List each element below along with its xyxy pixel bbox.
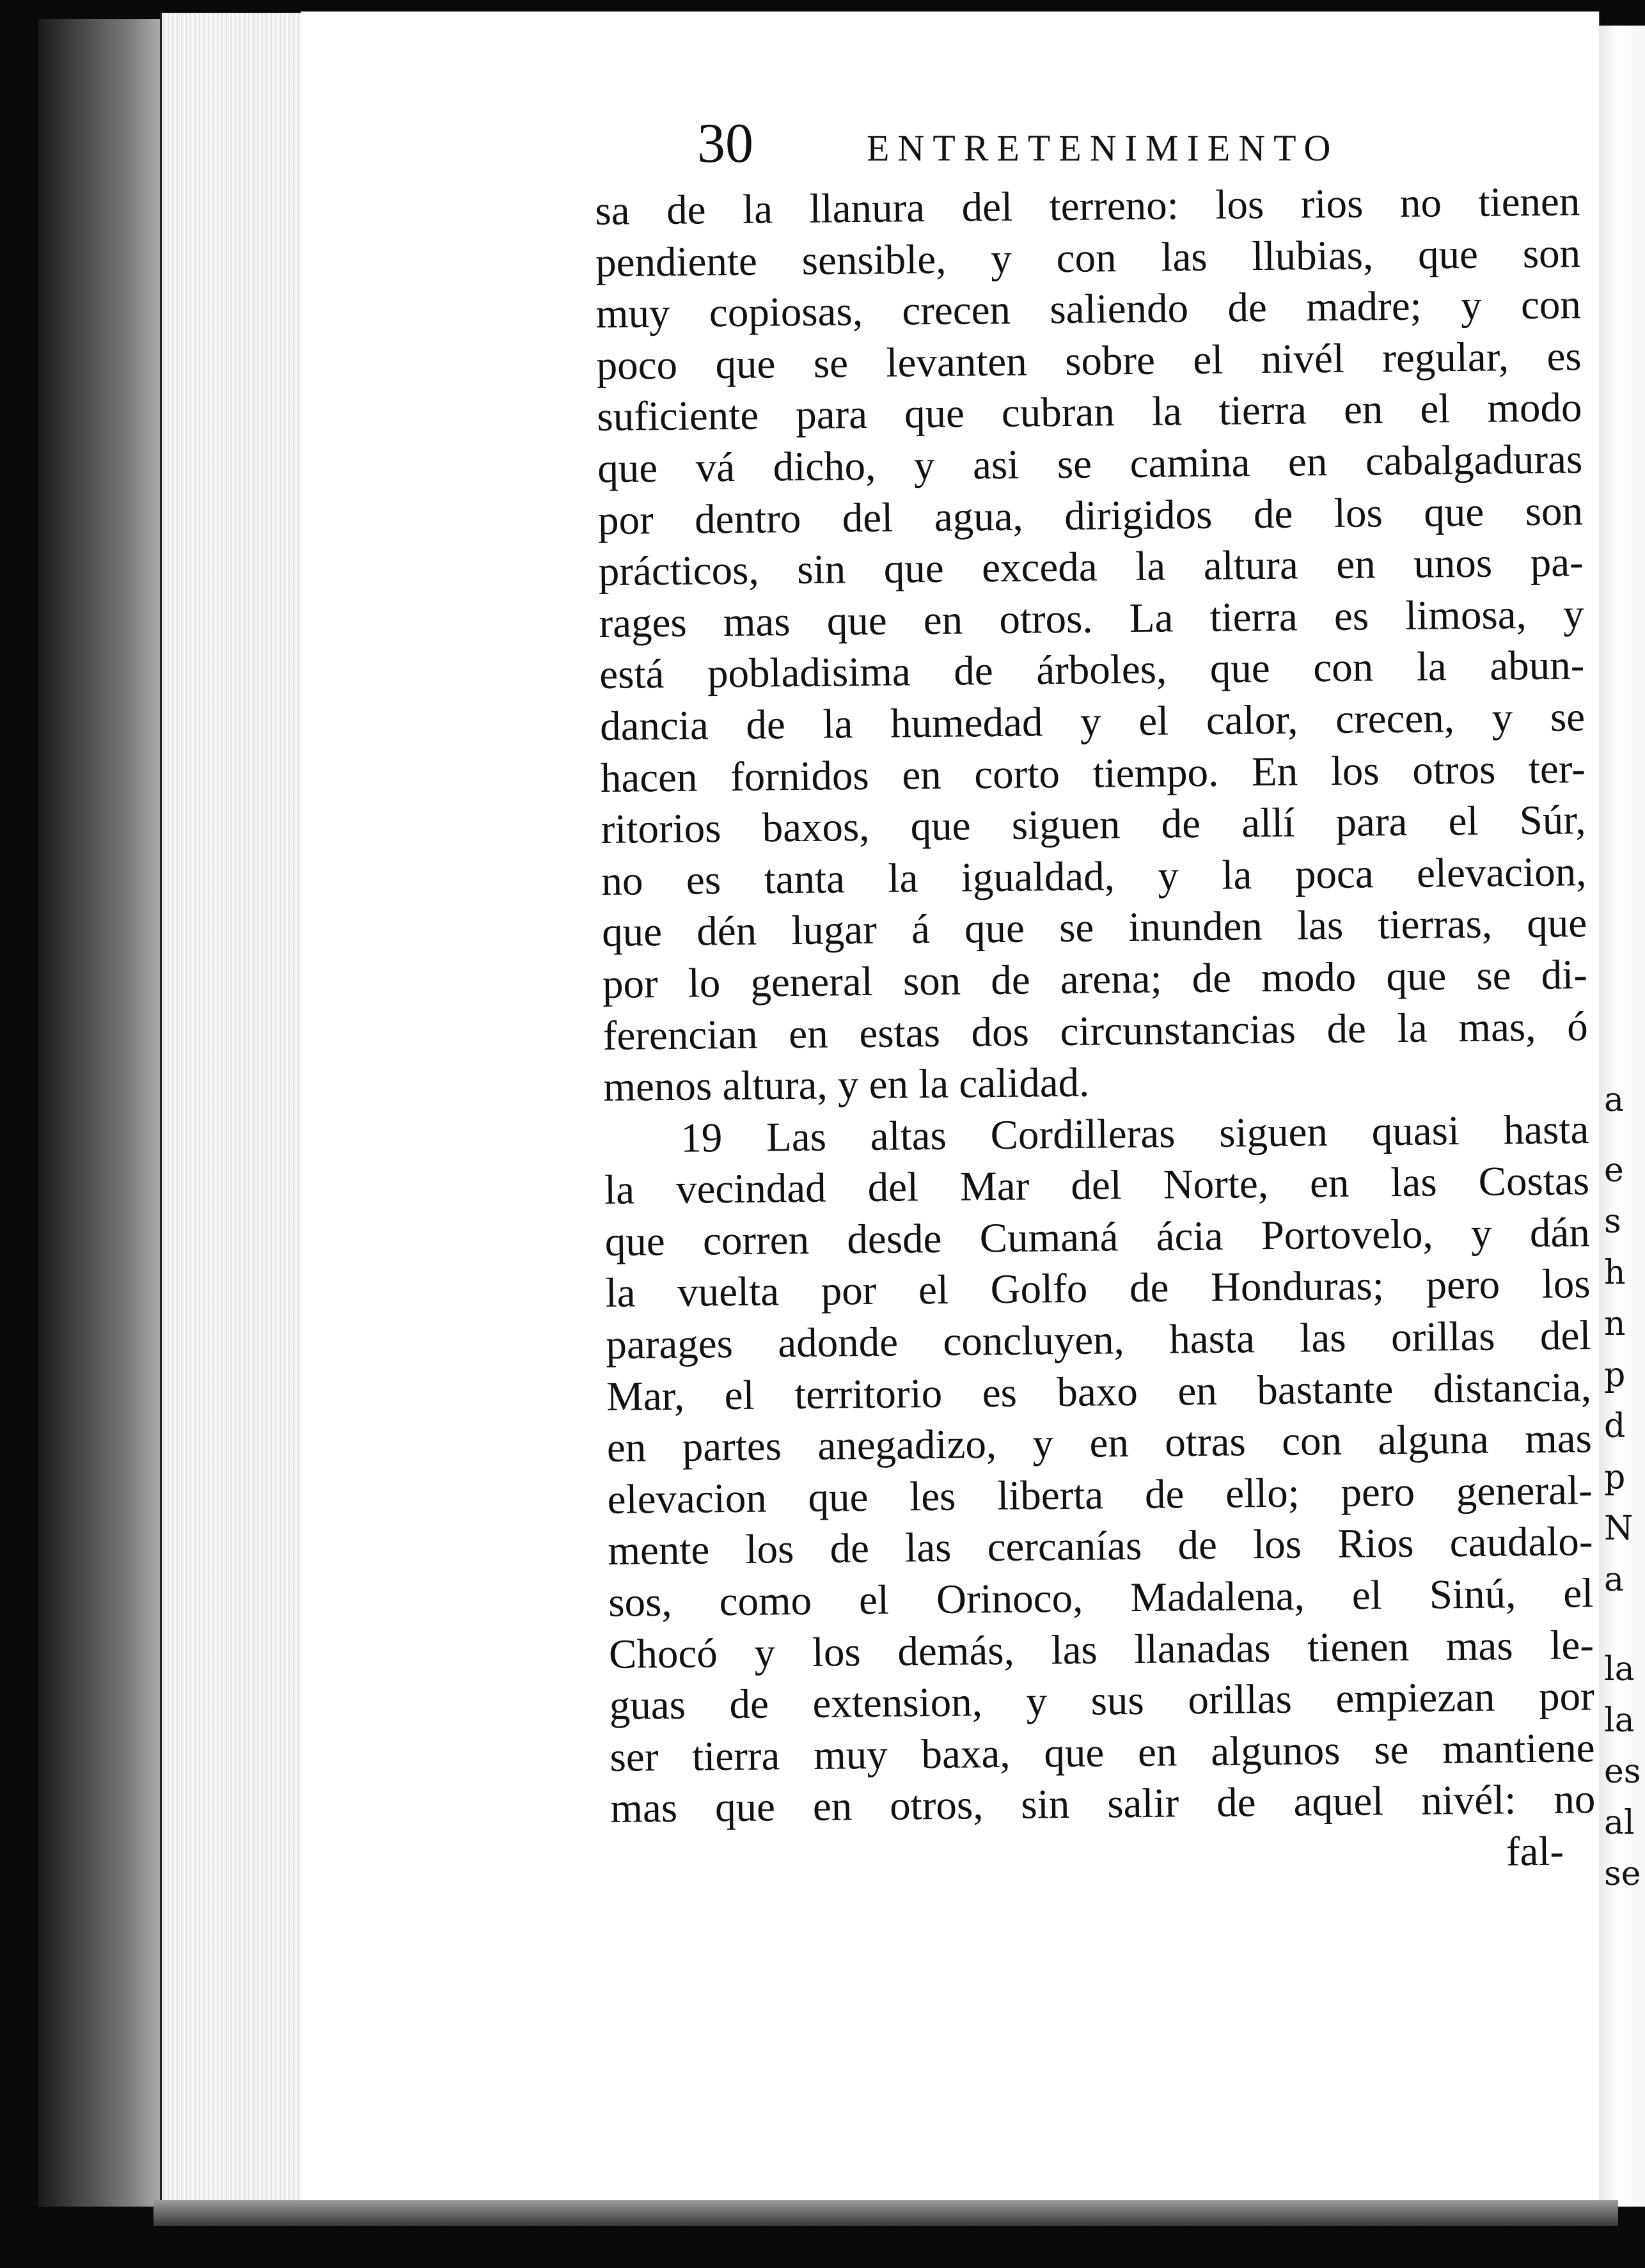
bottom-shadow — [153, 2200, 1618, 2226]
text-line: poco que se levanten sobre el nivél regular, es — [596, 333, 1582, 389]
facing-page-fragment: n — [1604, 1305, 1626, 1343]
text-line: que dén lugar á que se inunden las tierras, que — [601, 900, 1587, 956]
running-head: ENTRETENIMIENTO — [867, 127, 1339, 169]
text-line: mas que en otros, sin salir de aquel nivél: no — [610, 1776, 1596, 1832]
text-line: está pobladisima de árboles, que con la abun- — [599, 642, 1585, 698]
text-line: sos, como el Orinoco, Madalena, el Sinú, el — [608, 1570, 1594, 1626]
text-line: la vecindad del Mar del Norte, en las Costas — [604, 1158, 1590, 1214]
facing-page-fragment: N — [1604, 1509, 1633, 1548]
page-edges — [160, 13, 322, 2207]
facing-page-fragment: e — [1604, 1151, 1624, 1190]
text-line: por dentro del agua, dirigidos de los que son — [597, 487, 1584, 544]
text-line: guas de extension, y sus orillas empiezan por — [609, 1673, 1595, 1729]
catchword: fal- — [1506, 1828, 1564, 1875]
text-line: mente los de las cercanías de los Rios caudalo- — [608, 1518, 1593, 1575]
facing-page-fragment: la — [1604, 1701, 1635, 1740]
text-line: prácticos, sin que exceda la altura en unos pa- — [598, 539, 1584, 595]
facing-page-edge — [1599, 26, 1645, 2207]
facing-page-fragment: s — [1604, 1202, 1621, 1241]
facing-page-fragment: d — [1604, 1407, 1626, 1445]
facing-page-fragment: h — [1604, 1254, 1626, 1292]
text-line: muy copiosas, crecen saliendo de madre; y con — [595, 281, 1582, 338]
facing-page-fragment: a — [1604, 1081, 1625, 1119]
text-line: que vá dicho, y asi se camina en cabalgaduras — [597, 436, 1583, 492]
text-line: no es tanta la igualdad, y la poca elevacion, — [601, 848, 1587, 904]
facing-page-fragment: p — [1604, 1458, 1626, 1497]
binding-shadow — [38, 19, 166, 2207]
text-line: Chocó y los demás, las llanadas tienen mas le- — [608, 1621, 1594, 1678]
text-line: pendiente sensible, y con las llubias, que son — [595, 230, 1581, 286]
paragraph-start-line: 19 Las altas Cordilleras siguen quasi hasta — [680, 1106, 1589, 1162]
page-header — [697, 109, 1433, 179]
text-line: en partes anegadizo, y en otras con alguna mas — [606, 1415, 1593, 1472]
text-line: elevacion que les liberta de ello; pero general- — [607, 1467, 1593, 1523]
text-line: rages mas que en otros. La tierra es limosa, y — [599, 590, 1584, 647]
text-line: hacen fornidos en corto tiempo. En los otros ter- — [600, 745, 1586, 801]
text-line: parages adonde concluyen, hasta las orillas del — [606, 1312, 1591, 1368]
text-line: Mar, el territorio es baxo en bastante distancia, — [606, 1364, 1592, 1420]
text-line: que corren desde Cumaná ácia Portovelo, y dán — [604, 1209, 1591, 1265]
text-line: dancia de la humedad y el calor, crecen, y se — [599, 694, 1586, 750]
facing-page-fragment: se — [1604, 1855, 1641, 1893]
text-line: suficiente para que cubran la tierra en el modo — [597, 384, 1582, 441]
text-line: ser tierra muy baxa, que en algunos se mantiene — [610, 1724, 1595, 1781]
text-line: la vuelta por el Golfo de Honduras; pero los — [605, 1261, 1591, 1317]
body-text — [595, 176, 1596, 1886]
facing-page-fragment: es — [1604, 1752, 1641, 1791]
facing-page-fragment: p — [1604, 1356, 1626, 1394]
paragraph-end-line: menos altura, y en la calidad. — [603, 1059, 1090, 1111]
text-line: por lo general son de arena; de modo que se di- — [602, 952, 1588, 1007]
page-number: 30 — [697, 113, 753, 175]
text-line: sa de la llanura del terreno: los rios no tienen — [595, 178, 1580, 234]
facing-page-fragment: a — [1604, 1561, 1625, 1599]
facing-page-fragment: la — [1604, 1650, 1635, 1689]
facing-page-fragment: al — [1604, 1804, 1635, 1842]
text-line: ritorios baxos, que siguen de allí para el Súr, — [601, 797, 1586, 853]
text-line: ferencian en estas dos circunstancias de la mas, ó — [602, 1003, 1589, 1059]
